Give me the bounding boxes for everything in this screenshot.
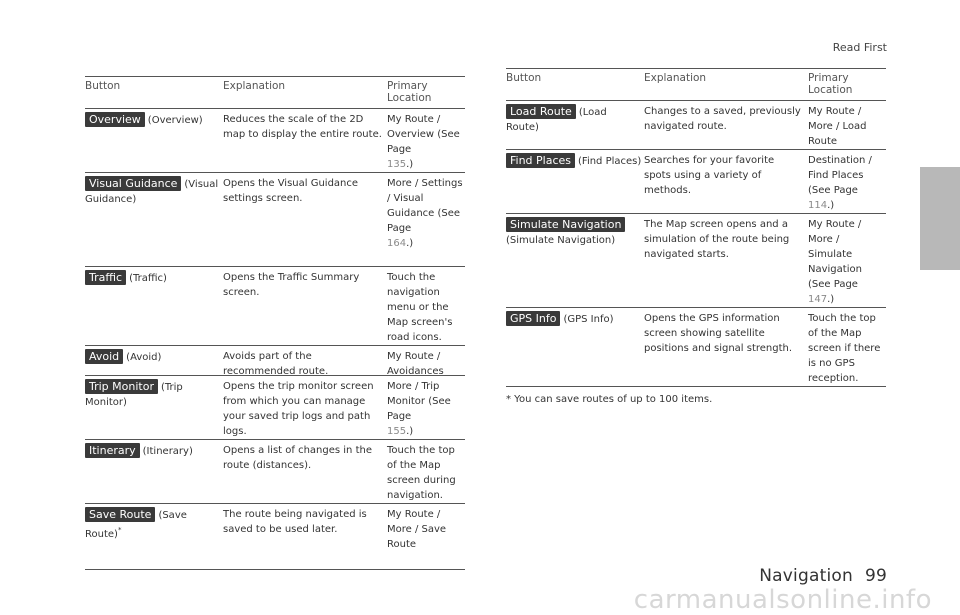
button-name: (Overview) — [147, 115, 203, 126]
button-cell — [85, 443, 223, 503]
explanation-cell: Searches for your favorite spots using a variety of methods. — [644, 155, 775, 196]
button-cell — [85, 349, 223, 375]
location-text: More / Trip Monitor (See Page — [387, 381, 451, 422]
button-name: (GPS Info) — [563, 314, 614, 325]
explanation-cell: Opens a list of changes in the route (distances). — [223, 445, 372, 471]
chapter-title: Navigation — [759, 566, 853, 586]
location-tail: .) — [827, 200, 835, 211]
ui-button-label: Visual Guidance — [85, 176, 181, 191]
explanation-cell: The Map screen opens and a simulation of the route being navigated starts. — [644, 219, 790, 260]
location-text: Destination / Find Places (See Page — [808, 155, 872, 196]
location-cell — [808, 311, 886, 386]
table-row — [85, 346, 465, 376]
location-tail: .) — [406, 426, 414, 437]
location-text: My Route / Overview (See Page — [387, 114, 460, 155]
table-row — [85, 376, 465, 440]
button-cell — [85, 507, 223, 569]
location-tail: .) — [406, 238, 414, 249]
col-button-header: Button — [506, 72, 542, 84]
page-number: 99 — [864, 566, 887, 586]
table-row — [506, 150, 886, 214]
col-location-header: Primary Location — [808, 72, 853, 96]
section-header: Read First — [832, 41, 887, 54]
location-cell — [808, 104, 886, 149]
location-cell — [387, 112, 465, 172]
button-cell — [85, 176, 223, 266]
right-table — [506, 68, 886, 387]
footnote: * You can save routes of up to 100 items. — [506, 394, 713, 405]
ui-button-label: Itinerary — [85, 443, 140, 458]
table-row — [85, 440, 465, 504]
location-text: My Route / More / Load Route — [808, 106, 867, 147]
ui-button-label: GPS Info — [506, 311, 560, 326]
button-name: (Visual Guidance) — [85, 179, 219, 205]
explanation-cell: Opens the Visual Guidance settings screen. — [223, 178, 359, 204]
location-cell — [387, 270, 465, 345]
location-cell — [387, 443, 465, 503]
page-reference-link[interactable]: 135 — [387, 159, 407, 170]
ui-button-label: Load Route — [506, 104, 576, 119]
location-cell — [808, 153, 886, 213]
button-name: (Itinerary) — [142, 446, 193, 457]
table-row — [506, 101, 886, 150]
button-name: (Save Route) — [85, 510, 187, 540]
explanation-cell: Changes to a saved, previously navigated route. — [644, 106, 801, 132]
table-row — [85, 173, 465, 267]
location-cell — [387, 507, 465, 569]
page-footer — [759, 566, 887, 586]
location-cell — [808, 217, 886, 307]
button-name: (Find Places) — [578, 156, 642, 167]
table-header — [85, 76, 465, 109]
page-reference-link[interactable]: 114 — [808, 200, 828, 211]
explanation-cell: Reduces the scale of the 2D map to display the entire route. — [223, 114, 382, 140]
col-location-header: Primary Location — [387, 80, 432, 104]
ui-button-label: Overview — [85, 112, 145, 127]
ui-button-label: Find Places — [506, 153, 575, 168]
page-reference-link[interactable]: 164 — [387, 238, 407, 249]
location-tail: .) — [406, 159, 414, 170]
table-row — [506, 308, 886, 387]
ui-button-label: Simulate Navigation — [506, 217, 625, 232]
col-button-header: Button — [85, 80, 121, 92]
explanation-cell: Opens the trip monitor screen from which you can manage your saved trip logs and path logs. — [223, 381, 374, 437]
location-text: My Route / Avoidances — [387, 351, 444, 377]
button-name: (Avoid) — [126, 352, 162, 363]
watermark: carmanualsonline.info — [633, 585, 932, 615]
button-cell — [506, 153, 644, 213]
table-row — [85, 504, 465, 570]
explanation-cell: The route being navigated is saved to be used later. — [223, 509, 367, 535]
ui-button-label: Save Route — [85, 507, 155, 522]
table-row — [85, 109, 465, 173]
button-cell — [85, 112, 223, 172]
button-name: (Simulate Navigation) — [506, 235, 616, 246]
table-row — [85, 267, 465, 346]
location-text: More / Settings / Visual Guidance (See Page — [387, 178, 463, 234]
location-cell — [387, 379, 465, 439]
button-cell — [85, 270, 223, 345]
location-text: Touch the navigation menu or the Map screen's road icons. — [387, 272, 453, 343]
button-name: (Load Route) — [506, 107, 607, 133]
left-table — [85, 76, 465, 570]
page-reference-link[interactable]: 147 — [808, 294, 828, 305]
ui-button-label: Trip Monitor — [85, 379, 158, 394]
col-explanation-header: Explanation — [223, 80, 286, 92]
location-cell — [387, 176, 465, 266]
explanation-cell: Avoids part of the recommended route. — [223, 351, 329, 377]
location-text: My Route / More / Save Route — [387, 509, 447, 550]
button-cell — [506, 311, 644, 386]
col-explanation-header: Explanation — [644, 72, 707, 84]
button-cell — [506, 104, 644, 149]
location-cell — [387, 349, 465, 375]
location-text: My Route / More / Simulate Navigation (See Page — [808, 219, 862, 290]
page-reference-link[interactable]: 155 — [387, 426, 407, 437]
button-name: (Traffic) — [129, 273, 167, 284]
location-text: Touch the top of the Map screen during navigation. — [387, 445, 456, 501]
button-cell — [506, 217, 644, 307]
table-header — [506, 68, 886, 101]
location-text: Touch the top of the Map screen if there is no GPS reception. — [808, 313, 881, 384]
ui-button-label: Avoid — [85, 349, 123, 364]
explanation-cell: Opens the GPS information screen showing satellite positions and signal strength. — [644, 313, 793, 354]
ui-button-label: Traffic — [85, 270, 126, 285]
button-name: (Trip Monitor) — [85, 382, 183, 408]
footnote-marker: * — [117, 526, 122, 534]
table-row — [506, 214, 886, 308]
chapter-tab — [920, 167, 960, 270]
location-tail: .) — [827, 294, 835, 305]
button-cell — [85, 379, 223, 439]
explanation-cell: Opens the Traffic Summary screen. — [223, 272, 360, 298]
